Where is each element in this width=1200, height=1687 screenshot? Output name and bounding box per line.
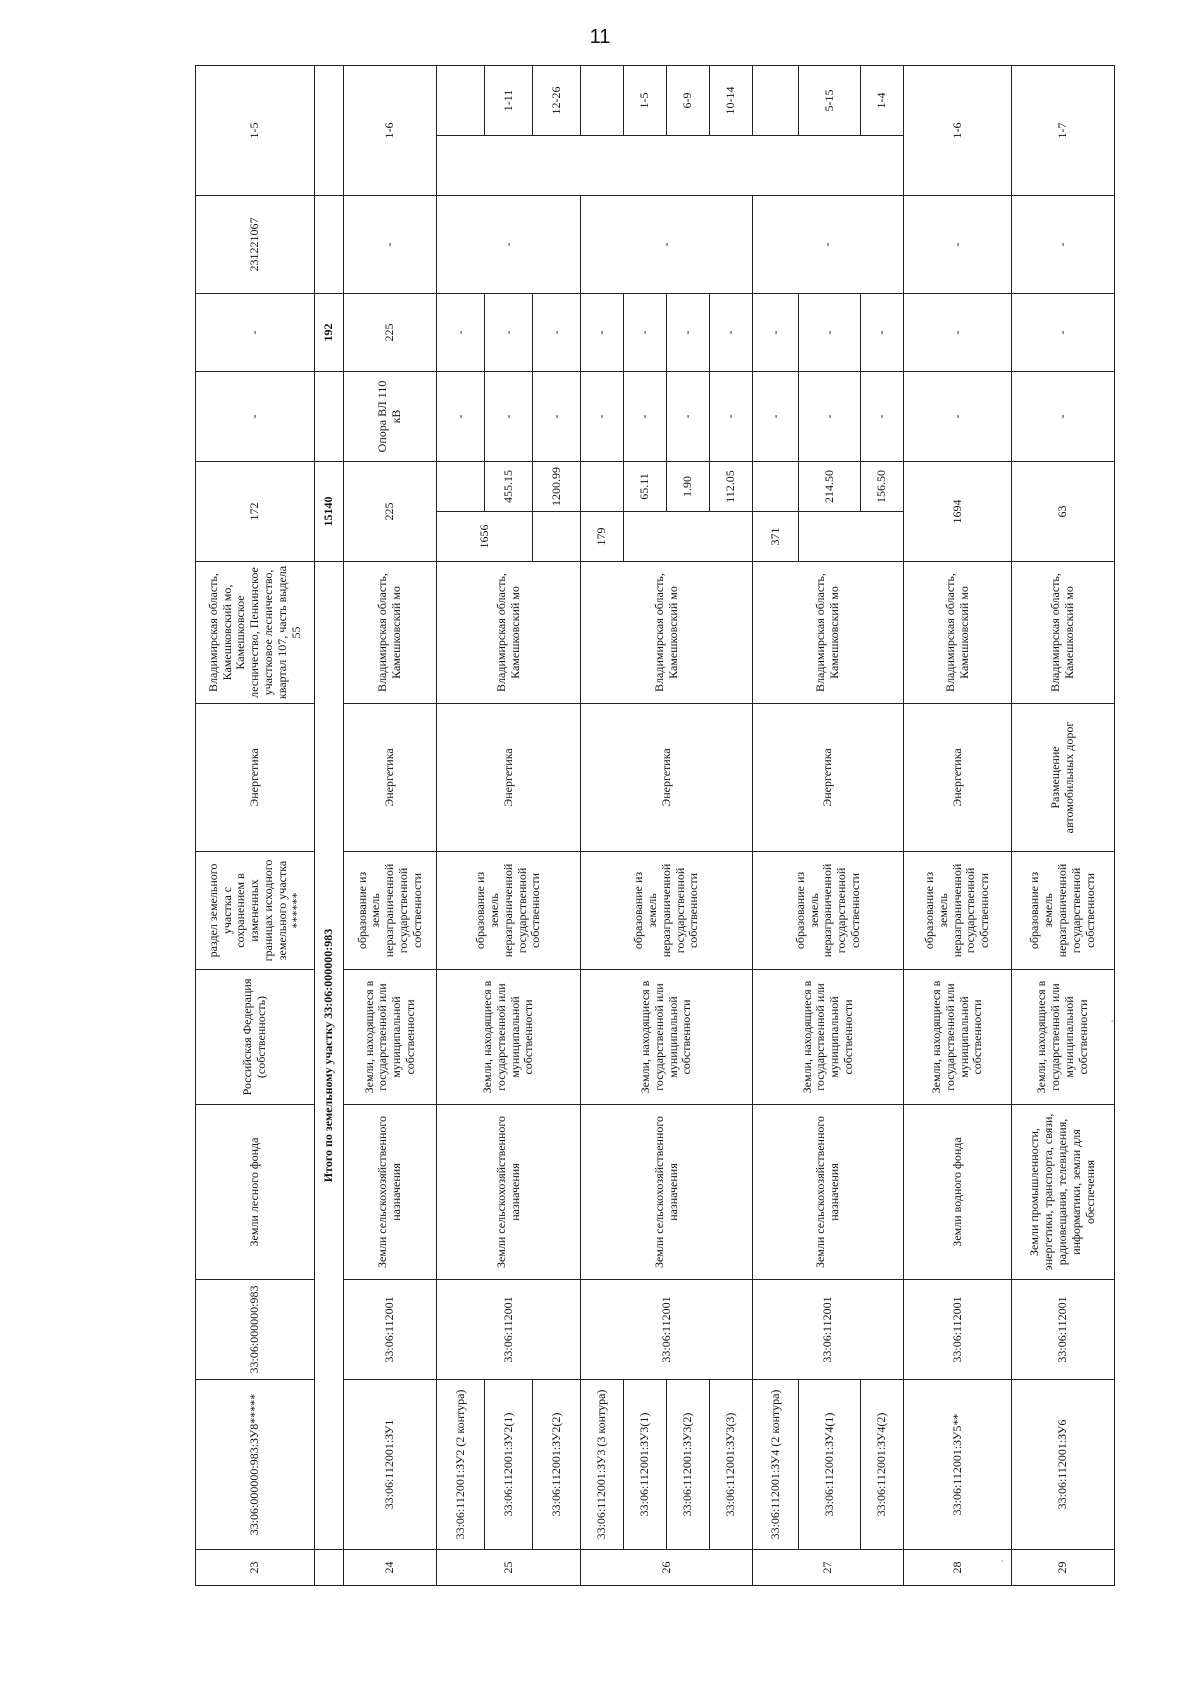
row-number: 28 [904,1550,1012,1586]
table-row [343,66,436,1586]
object-name: - [437,372,485,462]
contour-area: 214.50 [798,462,860,512]
rights-holder: Земли, находящиеся в государственной или муниципальной собственности [437,970,581,1105]
contour-name: 33:06:112001:ЗУ2(1) [485,1380,533,1550]
contour-area: 112.05 [710,462,753,512]
area-total: 179 [581,512,624,562]
page-number: 11 [589,26,611,48]
area-total-gap [533,512,581,562]
formation-method: образование из земель неразграниченной государственной собственности [753,852,904,970]
permitted-use: Энергетика [753,704,904,852]
object-area: - [710,294,753,372]
sheets: 1-6 [343,66,436,196]
object-name: - [904,372,1012,462]
row-number: 26 [581,1550,753,1586]
object-name: - [798,372,860,462]
cadastral-quarter: 33:06:112001 [1011,1280,1114,1380]
contour-sheets: 1-11 [485,66,533,136]
cadastral-number: 33:06:112001:ЗУ2 (2 контура) [437,1380,485,1550]
contour-area: 1.90 [667,462,710,512]
area-total-gap [798,512,903,562]
table-row [581,66,624,1586]
object-area: - [667,294,710,372]
inventory-number: - [581,196,753,294]
sheets-total [753,66,798,136]
cadastral-number: 33:06:112001:ЗУ1 [343,1380,436,1550]
inventory-number: - [753,196,904,294]
contour-name: 33:06:112001:ЗУ3(3) [710,1380,753,1550]
contour-sheets: 6-9 [667,66,710,136]
cadastral-quarter: 33:06:112001 [581,1280,753,1380]
address: Владимирская область, Камешковский мо [581,562,753,704]
contour-name: 33:06:112001:ЗУ3(2) [667,1380,710,1550]
contour-sheets: 1-5 [624,66,667,136]
permitted-use: Энергетика [196,704,315,852]
permitted-use: Энергетика [581,704,753,852]
cadastral-number: 33:06:112001:ЗУ4 (2 контура) [753,1380,798,1550]
object-area: - [533,294,581,372]
permitted-use: Энергетика [437,704,581,852]
address: Владимирская область, Камешковский мо [904,562,1012,704]
cadastral-number: 33:06:112001:ЗУ6 [1011,1380,1114,1550]
sheets: 1-5 [196,66,315,196]
object-name: - [667,372,710,462]
cadastral-number: 33:06:000000:983:ЗУ8***** [196,1380,315,1550]
scan-artifact: · [1110,1015,1115,1030]
contour-area: 1200.99 [533,462,581,512]
contour-name: 33:06:112001:ЗУ3(1) [624,1380,667,1550]
formation-method: образование из земель неразграниченной государственной собственности [904,852,1012,970]
object-area: - [581,294,624,372]
row-number: 27 [753,1550,904,1586]
table-row [904,66,1012,1586]
subtotal-object [315,372,344,462]
address: Владимирская область, Камешковский мо [343,562,436,704]
sheets-total [437,66,485,136]
table-row [1011,66,1114,1586]
table-row [753,66,798,1586]
contour-sheets: 10-14 [710,66,753,136]
formation-method: образование из земель неразграниченной государственной собственности [343,852,436,970]
land-category: Земли сельскохозяйственного назначения [753,1105,904,1280]
permitted-use: Энергетика [343,704,436,852]
cadastral-quarter: 33:06:112001 [753,1280,904,1380]
rights-holder: Земли, находящиеся в государственной или муниципальной собственности [581,970,753,1105]
object-area: - [753,294,798,372]
row-number: 24 [343,1550,436,1586]
contour-area: 65.11 [624,462,667,512]
land-category: Земли водного фонда [904,1105,1012,1280]
area-contour-gap [437,462,485,512]
row-number: 23 [196,1550,315,1586]
object-name: - [861,372,904,462]
cadastral-quarter: 33:06:112001 [437,1280,581,1380]
permitted-use: Размещение автомобильных дорог [1011,704,1114,852]
area: 63 [1011,462,1114,562]
inventory-number: - [343,196,436,294]
inventory-number: - [1011,196,1114,294]
contour-sheets: 5-15 [798,66,860,136]
rights-holder: Земли, находящиеся в государственной или муниципальной собственности [753,970,904,1105]
address: Владимирская область, Камешковский мо [437,562,581,704]
contour-name: 33:06:112001:ЗУ4(2) [861,1380,904,1550]
sheets-gap [753,136,904,196]
object-area: - [437,294,485,372]
scan-artifact: · [1000,1555,1005,1570]
sheets: 1-6 [904,66,1012,196]
contour-sheets: 12-26 [533,66,581,136]
area-contour-gap [753,462,798,512]
area: 225 [343,462,436,562]
object-name: - [196,372,315,462]
object-name: - [581,372,624,462]
object-name: - [624,372,667,462]
contour-name: 33:06:112001:ЗУ2(2) [533,1380,581,1550]
rights-holder: Земли, находящиеся в государственной или муниципальной собственности [343,970,436,1105]
object-area: 225 [343,294,436,372]
inventory-number: - [904,196,1012,294]
area-total: 371 [753,512,798,562]
area-contour-gap [581,462,624,512]
land-category: Земли сельскохозяйственного назначения [343,1105,436,1280]
subtotal-object-area: 192 [315,294,344,372]
object-name: - [485,372,533,462]
subtotal-row [315,66,344,1586]
object-name: - [710,372,753,462]
contour-area: 156.50 [861,462,904,512]
object-area: - [196,294,315,372]
formation-method: образование из земель неразграниченной государственной собственности [581,852,753,970]
formation-method: образование из земель неразграниченной государственной собственности [1011,852,1114,970]
object-area: - [485,294,533,372]
cadastral-quarter: 33:06:112001 [343,1280,436,1380]
land-category: Земли сельскохозяйственного назначения [437,1105,581,1280]
cadastral-quarter: 33:06:112001 [904,1280,1012,1380]
land-category: Земли лесного фонда [196,1105,315,1280]
rights-holder: Земли, находящиеся в государственной или муниципальной собственности [904,970,1012,1105]
cadastral-number: 33:06:112001:ЗУ5** [904,1380,1012,1550]
inventory-number: 231221067 [196,196,315,294]
address: Владимирская область, Камешковский мо, Камешковское лесничество, Пенкинское участковое лесничество, квартал 107, часть выдела 55 [196,562,315,704]
subtotal-blank [315,1550,344,1586]
contour-name: 33:06:112001:ЗУ4(1) [798,1380,860,1550]
subtotal-area: 15140 [315,462,344,562]
object-area: - [904,294,1012,372]
table-row [196,66,315,1586]
row-number: 29 [1011,1550,1114,1586]
subtotal-inv [315,196,344,294]
land-category: Земли сельскохозяйственного назначения [581,1105,753,1280]
area: 172 [196,462,315,562]
rights-holder: Российская Федерация (собственность) [196,970,315,1105]
subtotal-sheets [315,66,344,196]
contour-sheets: 1-4 [861,66,904,136]
sheets-gap [581,136,753,196]
object-area: - [798,294,860,372]
area: 1694 [904,462,1012,562]
permitted-use: Энергетика [904,704,1012,852]
sheets-total [581,66,624,136]
object-name: - [753,372,798,462]
area-total-gap [624,512,753,562]
address: Владимирская область, Камешковский мо [753,562,904,704]
object-area: - [624,294,667,372]
formation-method: образование из земель неразграниченной государственной собственности [437,852,581,970]
subtotal-label: Итого по земельному участку 33:06:000000:983 [315,562,344,1550]
table-row [437,66,485,1586]
sheets: 1-7 [1011,66,1114,196]
area-total: 1656 [437,512,533,562]
rotated-table-frame [195,66,1115,1586]
object-name: - [1011,372,1114,462]
cadastral-quarter: 33:06:000000:983 [196,1280,315,1380]
object-area: - [861,294,904,372]
sheets-gap [437,136,581,196]
object-name: - [533,372,581,462]
object-name: Опора ВЛ 110 кВ [343,372,436,462]
land-category: Земли промышленности, энергетики, транспорта, связи, радиовещания, телевидения, информатики, земли для обеспечения [1011,1105,1114,1280]
rotated-table [195,66,1115,1586]
address: Владимирская область, Камешковский мо [1011,562,1114,704]
object-area: - [1011,294,1114,372]
row-number: 25 [437,1550,581,1586]
contour-area: 455.15 [485,462,533,512]
cadastral-number: 33:06:112001:ЗУ3 (3 контура) [581,1380,624,1550]
inventory-number: - [437,196,581,294]
land-plots-table [195,65,1115,1586]
formation-method: раздел земельного участка с сохранением в измененных границах исходного земельного участка ****** [196,852,315,970]
rights-holder: Земли, находящиеся в государственной или муниципальной собственности [1011,970,1114,1105]
